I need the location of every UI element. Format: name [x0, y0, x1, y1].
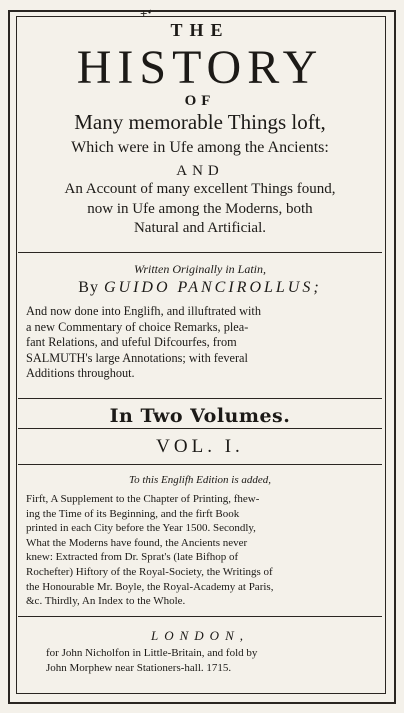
edition-line: Firft, A Supplement to the Chapter of Printing, fhew-	[26, 493, 260, 505]
edition-line: printed in each City before the Year 1500. Secondly,	[26, 522, 256, 535]
title-line-5: Natural and Artificial.	[133, 220, 267, 236]
divider-imprint	[18, 616, 382, 617]
title-history: HISTORY	[76, 41, 324, 94]
title-line-4: now in Ufe among the Moderns, both	[87, 201, 313, 217]
title-line-2: Which were in Ufe among the Ancients:	[71, 139, 329, 156]
edition-contents	[26, 492, 374, 609]
title-of: OF	[184, 93, 216, 109]
author-name: GUIDO PANCIROLLUS;	[103, 279, 322, 296]
edition-line: &c. Thirdly, An Index to the Whole.	[26, 595, 186, 608]
edition-line: Rochefter) Hiftory of the Royal-Society, the Writings of	[26, 565, 273, 578]
divider-top	[18, 252, 382, 253]
description-line: a new Commentary of choice Remarks, plea-	[26, 319, 249, 334]
corner-mark: +‘	[140, 6, 152, 21]
description-line: Additions throughout.	[26, 366, 135, 380]
volume-number: VOL. I.	[156, 436, 244, 457]
title-line-1: Many memorable Things loft,	[74, 110, 326, 134]
divider-edition	[18, 464, 382, 465]
divider-volumes-bottom	[18, 428, 382, 429]
author-line	[22, 279, 378, 297]
description-line: fant Relations, and ufeful Difcourfes, from	[26, 335, 237, 349]
edition-line: ing the Time of its Beginning, and the firft Book	[26, 507, 240, 520]
edition-line: the Honourable Mr. Boyle, the Royal-Academy at Paris,	[26, 580, 274, 593]
title-and: AND	[176, 163, 224, 179]
imprint-text	[46, 646, 368, 676]
divider-volumes-top	[18, 398, 382, 399]
edition-heading: To this Englifh Edition is added,	[129, 474, 271, 486]
edition-line: knew: Extracted from Dr. Sprat's (late Bifhop of	[26, 551, 239, 564]
title-the: THE	[170, 20, 230, 40]
imprint-city: LONDON,	[151, 628, 249, 643]
imprint-line: John Morphew near Stationers-hall. 1715.	[46, 662, 232, 674]
volumes-label: In Two Volumes.	[109, 405, 291, 427]
edition-line: What the Moderns have found, the Ancients never	[26, 536, 248, 549]
written-originally: Written Originally in Latin,	[133, 262, 266, 276]
imprint-line: for John Nicholfon in Little-Britain, and fold by	[46, 647, 258, 659]
title-line-3: An Account of many excellent Things found,	[64, 181, 336, 197]
description-line: And now done into Englifh, and illuftrated with	[26, 304, 261, 318]
translation-description	[26, 304, 374, 382]
description-line: SALMUTH's large Annotations; with feveral	[26, 350, 248, 365]
by-label: By	[78, 279, 99, 296]
